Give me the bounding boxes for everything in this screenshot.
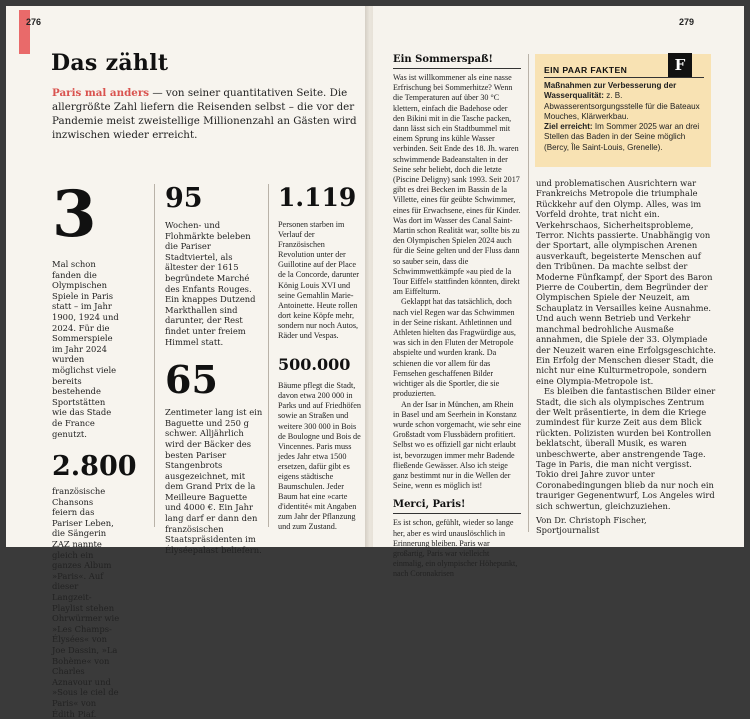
fact-text: Mal schon fanden die Olympischen Spiele in Paris statt – im Jahr 1900, 1924 und 2024. Für die Sommerspiele im Jahr 2024 wurden möglichst viele bereits bestehende Sportstätten wie das Stade de France genutzt. bbox=[52, 259, 119, 439]
fact-column-2 bbox=[165, 183, 263, 555]
fact-text: Zentimeter lang ist ein Baguette und 250 g schwer. Alljährlich wird der Bäcker des besten Pariser Stangenbrots ausgezeichnet, mit dem Grand Prix de la Meilleure Baguette und 4000 €. Ein Jahr lang darf er dann den französischen Staatspräsidenten im Élyséepalast beliefern. bbox=[165, 407, 263, 555]
page-title: Das zählt bbox=[51, 50, 169, 76]
fact-label: Ziel erreicht: bbox=[544, 122, 593, 132]
page-number-left: 276 bbox=[26, 17, 42, 27]
fact-number: 65 bbox=[165, 357, 218, 403]
fact-text: französische Chansons feiern das Pariser Leben, die Sängerin ZAZ nannte gleich ein ganzes Album »Paris«. Auf dieser Langzeit-Playlist stehen Ohrwürmer wie »Les Champs-Élysées« von Joe Dassin, »La Bohème« von Charles Aznavour und »Sous le ciel de Paris« von Édith Piaf. bbox=[52, 486, 120, 719]
fact-text: Bäume pflegt die Stadt, davon etwa 200 000 in Parks und auf Friedhöfen sowie an Straßen und weitere 300 000 in Bois de Boulogne und Bois de Vincennes. Paris muss jedes Jahr etwa 1500 ersetzen, dafür gibt es eigens städtische Baumschulen. Jeder Baum hat eine »carte d'identité« mit Angaben zum Jahr der Pflanzung und zum Zustand. bbox=[278, 381, 361, 532]
column-divider bbox=[528, 54, 529, 532]
heading-rule bbox=[393, 513, 521, 514]
intro-text: — von seiner quantitativen Seite. Die allergrößte Zahl liefern die Reisenden selbst – die vor der Pandemie meist zweistellige Millionenzahl an Gästen wird inzwischen wieder erreicht. bbox=[52, 87, 357, 141]
fact-number: 95 bbox=[165, 183, 203, 214]
intro-highlight: Paris mal anders bbox=[52, 87, 150, 99]
article-paragraph: und problematischen Ausrichtern war Frankreichs Metropole die triumphale Rückkehr auf den Olymp. Alles, was im Vorfeld drohte, trat nicht ein. Verkehrschaos, Sicherheitsprobleme, Terror. Nichts passierte. Unabhängig von der Sportart, alle olympischen Arenen ausverkauft, begeisterte Menschen auf den Tribünen. Da machte selbst der Moderne Fünfkampf, der Sport des Baron Pierre de Coubertin, dem Begründer der Olympischen Spiele der Neuzeit, am Schauplatz in Versailles keine Ausnahme. Und auch wenn Betrieb und Verkehr manchmal bedrohliche Ausmaße annahmen, die Spiele der 33. Olympiade der Neuzeit waren eine Erfolgsgeschichte. Ein Erfolg der Menschen dieser Stadt, die nicht nur eine Kulturmetropole, sondern eine Olympia-Metropole ist. bbox=[536, 178, 716, 386]
article-paragraph: Geklappt hat das tatsächlich, doch nach viel Regen war das Schwimmen in der Seine riskant. Athletinnen und Athleten hielten das Fragwürdige aus, was sich in den Fluten der Metropole abspielte und wurden krank. Da schienen die vor allem für das Fernsehen geschaffenen Bilder wichtiger als die Sportler, die sie produzierten. bbox=[393, 297, 516, 399]
article-column-1 bbox=[393, 54, 521, 580]
fact-box-heading: EIN PAAR FAKTEN bbox=[544, 65, 628, 75]
column-divider bbox=[154, 184, 155, 527]
section-heading: Merci, Paris! bbox=[393, 499, 466, 511]
right-page bbox=[373, 6, 744, 579]
fact-value: z. B. Abwasserentsorgungsstelle für die Bateaux Mouches, Klärwerkbau. bbox=[544, 91, 700, 121]
fact-box-rule bbox=[544, 77, 704, 78]
author-role: Sportjournalist bbox=[536, 525, 600, 536]
article-paragraph: An der Isar in München, am Rhein in Basel und am Seerhein in Konstanz wurde schon vorgemacht, wie sehr eine Großstadt vom Flussbädern profitiert. Selbst wo es offiziell gar nicht erlaubt ist, bevorzugen immer mehr Badende fließende Gewässer. Also ich steige ganz bestimmt nur in die Wellen der Seine, wenn es möglich ist! bbox=[393, 399, 521, 491]
fact-number: 500.000 bbox=[278, 355, 351, 375]
fact-text: Personen starben im Verlauf der Französischen Revolution unter der Guillotine auf der Place de la Concorde, darunter König Louis XVI und seine Gemahlin Marie-Antoinette. Heute rollen dort keine Köpfe mehr, sondern nur noch Autos, Räder und Vespas. bbox=[278, 220, 359, 341]
section-badge: F bbox=[668, 53, 692, 77]
column-divider bbox=[268, 184, 269, 527]
article-paragraph: Was ist willkommener als eine nasse Erfrischung bei Sommerhitze? Wenn die Temperaturen auf über 30 °C klettern, einfach die Badehose oder den Bikini mit in die Tasche packen, dann lässt sich ein Stadtbummel mit einem Sprung ins kühle Wasser verbinden. Seit Ende des 18. Jh. waren schwimmende Badeanstalten in der Seine sehr beliebt, doch die letzte (Piscine Deligny) sank 1993. Seit 2017 gibt es drei Becken im Bassin de la Villette, eines für geübte Schwimmer, eines für Erwachsene, eines für Kinder. Was dort im Wasser des Canal Saint-Martin schon Realität war, sollte bis zu den Olympischen Spielen 2024 auch für die Seine gelten und der Fluss dann so sauber sein, dass die Schwimmwettkämpfe »au pied de la Tour Eiffel« stattfinden könnten, direkt am Eiffelturm. bbox=[393, 73, 521, 297]
fact-column-3 bbox=[278, 183, 362, 533]
article-column-2 bbox=[536, 178, 716, 536]
left-page bbox=[6, 6, 372, 719]
fact-text: Wochen- und Flohmärkte beleben die Pariser Stadtviertel, als ältester der 1615 begründete Marché des Enfants Rouges. Ein knappes Dutzend Markthallen sind darunter, der Rest findet unter freiem Himmel statt. bbox=[165, 220, 256, 347]
fact-column-1 bbox=[52, 177, 137, 719]
fact-number: 2.800 bbox=[52, 451, 137, 483]
fact-label: Maßnahmen zur Verbesserung der Wasserqualität: bbox=[544, 81, 677, 101]
section-heading: Ein Sommerspaß! bbox=[393, 54, 493, 65]
article-paragraph: Es bleiben die fantastischen Bilder einer Stadt, die sich als olympisches Zentrum der Welt präsentierte, in dem die Kriege zumindest für kurze Zeit aus dem Blick rückten. Polizisten wurden bei Kontrollen beklatscht, überall Musik, es waren unbeschwerte, aber anstrengende Tage. Tage in Paris, die man nicht vergisst. Tokio drei Jahre zuvor unter Coronabedingungen blieb da nur noch ein trauriger Gegenentwurf, Los Angeles wird sich schwertun, gleichzuziehen. bbox=[536, 386, 716, 511]
intro-paragraph bbox=[52, 86, 362, 142]
fact-box-body bbox=[544, 81, 706, 153]
heading-rule bbox=[393, 68, 521, 69]
fact-number: 1.119 bbox=[278, 183, 357, 212]
fact-number: 3 bbox=[52, 177, 97, 252]
article-paragraph: Es ist schon, gefühlt, wieder so lange her, aber es wird unauslöschlich in Erinnerung bleiben. Paris war großartig, Paris war vielleicht einmalig, ein olympischer Höhepunkt, nach Coronakrisen bbox=[393, 518, 518, 579]
page-number-right: 279 bbox=[679, 17, 695, 27]
author-name: Von Dr. Christoph Fischer, bbox=[536, 515, 647, 525]
fact-value: Im Sommer 2025 war an drei Stellen das Baden in der Seine möglich (Bercy, Île Saint-Louis, Grenelle). bbox=[544, 122, 700, 152]
